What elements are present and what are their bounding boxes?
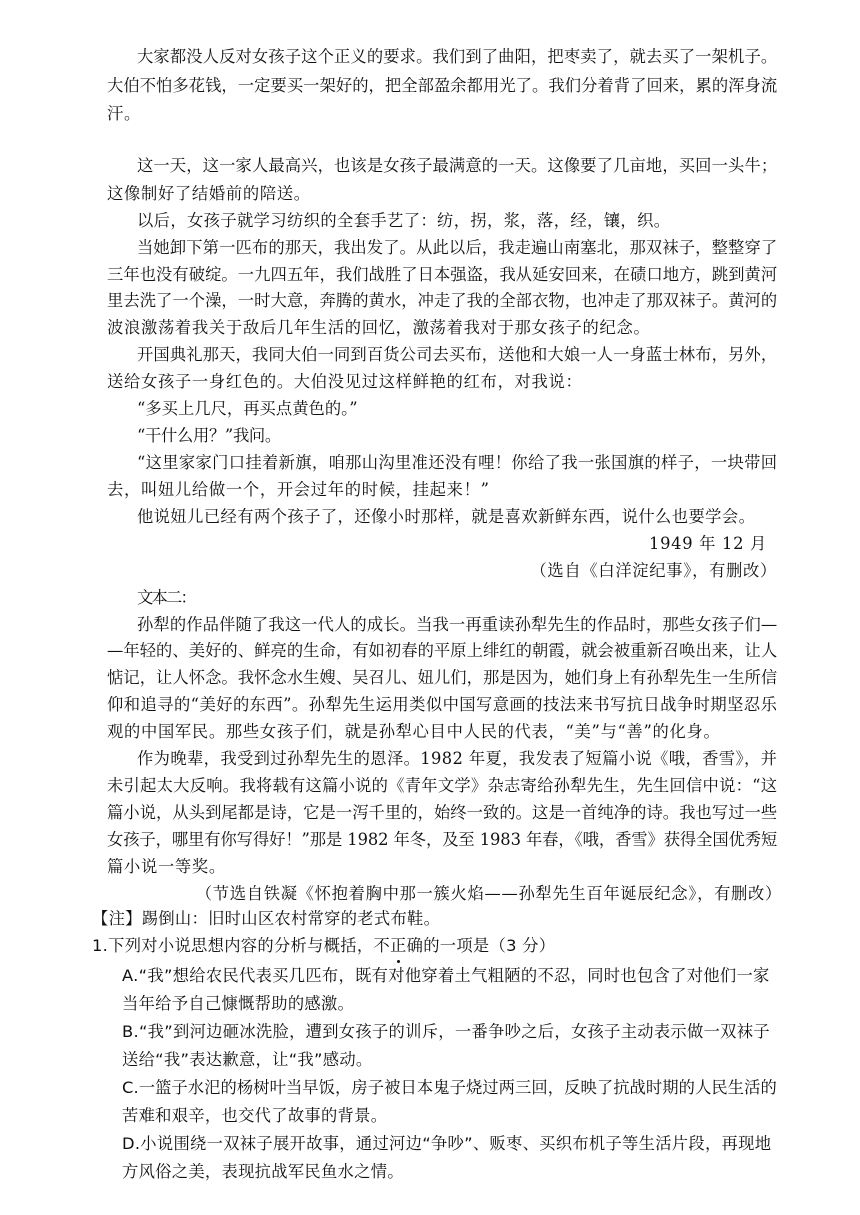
text1-line: 送给女孩子一身红色的。大伯没见过这样鲜艳的红布，对我说： — [107, 372, 583, 391]
question-suffix: 的一项是（3 分） — [423, 936, 556, 955]
text2-line: 篇小说一等奖。 — [107, 857, 226, 876]
option-d-cont: 方风俗之美，表现抗战军民鱼水之情。 — [122, 1162, 404, 1181]
text1-line: “干什么用？”我问。 — [137, 426, 281, 445]
text1-line: 去，叫妞儿给做一个，开会过年的时候，挂起来！” — [107, 480, 490, 499]
source-line: （选自《白洋淀纪事》，有删改） — [530, 561, 777, 580]
option-d: D.小说围绕一双袜子展开故事，通过河边“争吵”、贩枣、买织布机子等生活片段，再现地 — [122, 1134, 772, 1153]
text2-line: 惦记，让人怀念。我怀念水生嫂、吴召儿、妞儿们，那是因为，她们身上有孙犁先生一生所信 — [107, 668, 778, 687]
option-c-cont: 苦难和艰辛，也交代了故事的背景。 — [122, 1106, 388, 1125]
text2-line: 观的中国军民。那些女孩子们，就是孙犁心目中人民的代表，“美”与“善”的化身。 — [107, 722, 721, 741]
question-stem — [92, 932, 742, 959]
text1-line: 汗。 — [107, 104, 141, 123]
text1-line: 波浪激荡着我关于敌后几年生活的回忆，激荡着我对于那女孩子的纪念。 — [107, 318, 651, 337]
note-line: 【注】踢倒山：旧时山区农村常穿的老式布鞋。 — [92, 909, 441, 928]
option-c: C.一篮子水汜的杨树叶当早饭，房子被日本鬼子烧过两三回，反映了抗战时期的人民生活的 — [122, 1078, 777, 1097]
option-b-cont: 送给“我”表达歉意，让“我”感动。 — [122, 1050, 373, 1069]
option-a: A.“我”想给农民代表买几匹布，既有对他穿着土气粗陋的不忍，同时也包含了对他们一家 — [122, 966, 770, 985]
text1-line: 里去洗了一个澡，一时大意，奔腾的黄水，冲走了我的全部衣物，也冲走了那双袜子。黄河的 — [107, 291, 778, 310]
text1-line: “这里家家门口挂着新旗，咱那山沟里准还没有哩！你给了我一张国旗的样子，一块带回 — [137, 453, 778, 472]
text2-line: —年轻的、美好的、鲜亮的生命，有如初春的平原上绯红的朝霞，就会被重新召唤出来，让人 — [107, 641, 778, 660]
text2-line: 女孩子，哪里有你写得好！”那是 1982 年冬，及至 1983 年春，《哦，香雪》获得全国优秀短 — [107, 830, 778, 849]
text2-line: 作为晚辈，我受到过孙犁先生的恩泽。1982 年夏，我发表了短篇小说《哦，香雪》，并 — [137, 749, 778, 768]
text2-line: 孙犁的作品伴随了我这一代人的成长。当我一再重读孙犁先生的作品时，那些女孩子们— — [137, 615, 778, 634]
question-prefix: 1.下列对小说思想内容的分析与概括， — [92, 936, 374, 955]
text1-line: 他说妞儿已经有两个孩子了，还像小时那样，就是喜欢新鲜东西，说什么也要学会。 — [137, 507, 756, 526]
text1-line: 当她卸下第一匹布的那天，我出发了。从此以后，我走遍山南塞北，那双袜子，整整穿了 — [137, 238, 778, 257]
text1-line: 这像制好了结婚前的陪送。 — [107, 184, 311, 203]
text1-line: 大伯不怕多花钱，一定要买一架好的，把全部盈余都用光了。我们分着背了回来，累的浑身流 — [107, 76, 778, 95]
text2-line: 篇小说，从头到尾都是诗，它是一泻千里的，始终一致的。这是一首纯净的诗。我也写过一些 — [107, 803, 778, 822]
text2-line: 未引起太大反响。我将载有这篇小说的《青年文学》杂志寄给孙犁先生，先生回信中说：“这 — [107, 776, 778, 795]
text1-line: 开国典礼那天，我同大伯一同到百货公司去买布，送他和大娘一人一身蓝士林布，另外， — [137, 345, 778, 364]
source-line: （节选自铁凝《怀抱着胸中那一簇火焰——孙犁先生百年诞辰纪念》，有删改） — [195, 884, 782, 903]
text1-line: 这一天，这一家人最高兴，也该是女孩子最满意的一天。这像要了几亩地，买回一头牛； — [137, 156, 778, 175]
question-emphasis — [373, 936, 423, 955]
emphasis-text: 不正确 — [373, 932, 423, 959]
option-b: B.“我”到河边砸冰洗脸，遭到女孩子的训斥，一番争吵之后，女孩子主动表示做一双袜子 — [122, 1022, 770, 1041]
text2-label: 文本二： — [137, 588, 195, 607]
text1-line: 以后，女孩子就学习纺织的全套手艺了：纺，拐，浆，落，经，镶，织。 — [137, 211, 671, 230]
text2-line: 仰和追寻的“美好的东西”。孙犁先生运用类似中国写意画的技法来书写抗日战争时期坚忍乐 — [107, 695, 778, 714]
text1-line: 三年也没有破绽。一九四五年，我们战胜了日本强盗，我从延安回来，在碛口地方，跳到黄河 — [107, 265, 778, 284]
text1-line: 大家都没人反对女孩子这个正义的要求。我们到了曲阳，把枣卖了，就去买了一架机子。 — [137, 47, 778, 66]
option-a-cont: 当年给予自己慷慨帮助的感激。 — [122, 994, 355, 1013]
text1-line: “多买上几尺，再买点黄色的。” — [137, 399, 358, 418]
date-line: 1949 年 12 月 — [649, 534, 767, 553]
